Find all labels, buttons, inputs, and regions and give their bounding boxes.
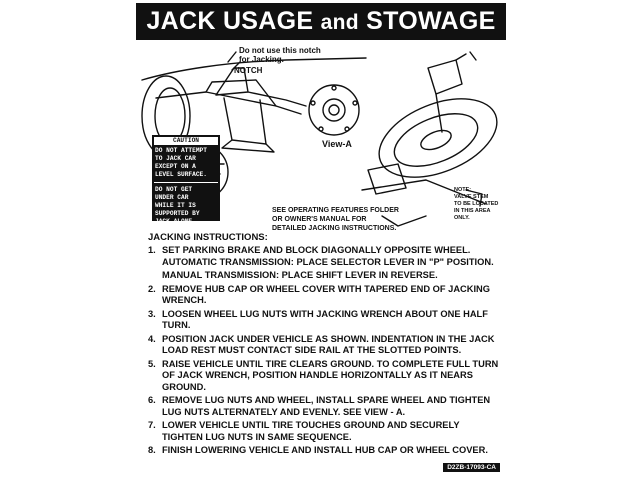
notch-warning: Do not use this notch for Jacking. xyxy=(239,46,321,64)
instruction-step: 3. LOOSEN WHEEL LUG NUTS WITH JACKING WRENCH ABOUT ONE HALF TURN. xyxy=(148,308,488,330)
valve-stem-note: NOTE: VALVE STEM TO BE LOCATED IN THIS AREA ONLY. xyxy=(454,187,499,221)
instruction-step: 8. FINISH LOWERING VEHICLE AND INSTALL HUB CAP OR WHEEL COVER. xyxy=(148,445,488,455)
notch-label: NOTCH xyxy=(234,66,263,75)
caution-level-surface: DO NOT ATTEMPT TO JACK CAR EXCEPT ON A LEVEL SURFACE. xyxy=(155,147,207,178)
decal-title xyxy=(136,3,506,40)
instructions-heading: JACKING INSTRUCTIONS: xyxy=(148,232,268,243)
jacking-instructions xyxy=(148,231,500,459)
caution-heading: CAUTION xyxy=(154,137,218,145)
caution-box xyxy=(152,135,220,225)
title-main: JACK USAGE xyxy=(146,7,314,35)
instruction-step: 7. LOWER VEHICLE UNTIL TIRE TOUCHES GROUND AND SECURELY TIGHTEN LUG NUTS IN SAME SEQUENCE. xyxy=(148,420,460,442)
instruction-step: 4. POSITION JACK UNDER VEHICLE AS SHOWN. INDENTATION IN THE JACK LOAD REST MUST CONTACT SIDE RAIL AT THE SLOTTED POINTS. xyxy=(148,333,495,355)
caution-do-not-get-under: DO NOT GET UNDER CAR WHILE IT IS SUPPORTED BY JACK ALONE. xyxy=(155,186,200,225)
title-end: STOWAGE xyxy=(366,7,496,35)
instruction-step: 5. RAISE VEHICLE UNTIL TIRE CLEARS GROUND. TO COMPLETE FULL TURN OF JACK WRENCH, POSITION HANDLE HORIZONTALLY AS IT NEARS GROUND. xyxy=(148,358,499,392)
view-a-label: View-A xyxy=(322,139,352,149)
instruction-step: 1. SET PARKING BRAKE AND BLOCK DIAGONALLY OPPOSITE WHEEL. AUTOMATIC TRANSMISSION: PLACE SELECTOR LEVER IN "P" POSITION. MANUAL TRANSMISSION: PLACE SHIFT LEVER IN REVERSE. xyxy=(148,245,494,280)
jack-decal xyxy=(136,3,506,477)
title-and: and xyxy=(320,11,359,34)
instruction-step: 2. REMOVE HUB CAP OR WHEEL COVER WITH TAPERED END OF JACKING WRENCH. xyxy=(148,283,490,305)
instruction-step: 6. REMOVE LUG NUTS AND WHEEL, INSTALL SPARE WHEEL AND TIGHTEN LUG NUTS ALTERNATELY AND EVENLY. SEE VIEW - A. xyxy=(148,395,491,417)
part-number: D2ZB-17093-CA xyxy=(443,463,500,472)
see-folder-note: SEE OPERATING FEATURES FOLDER OR OWNER'S MANUAL FOR DETAILED JACKING INSTRUCTIONS. xyxy=(272,207,399,232)
